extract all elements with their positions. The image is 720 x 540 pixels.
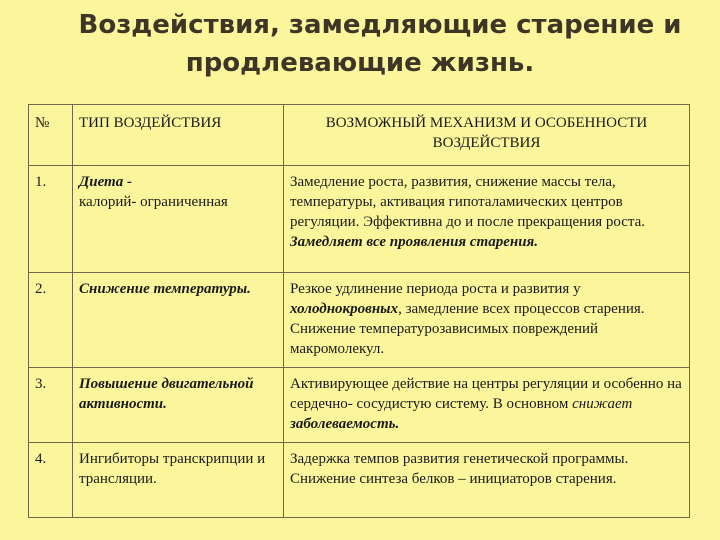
header-num: № [29, 105, 73, 166]
table-row [29, 273, 690, 368]
table-row [29, 443, 690, 518]
row-num: 1. [29, 166, 73, 273]
mechanism-text: Активирующее действие на центры регуляции и особенно на сердечно- сосудистую систему. В основном [290, 376, 682, 412]
row-mechanism [284, 368, 690, 443]
mechanism-text: Замедление роста, развития, снижение массы тела, температуры, активация гипоталамических центров регуляции. Эффективна до и после прекращения роста. [290, 174, 646, 230]
row-type-emphasis: Диета - [79, 174, 132, 190]
page-title [0, 6, 720, 82]
row-type [73, 166, 284, 273]
row-type: Повышение двигательной активности. [73, 368, 284, 443]
row-mechanism: Задержка темпов развития генетической программы. Снижение синтеза белков – инициаторов старения. [284, 443, 690, 518]
row-mechanism [284, 166, 690, 273]
row-type-rest: калорий- ограниченная [79, 194, 228, 210]
title-line-2: продлевающие жизнь. [185, 48, 535, 78]
row-num: 4. [29, 443, 73, 518]
effects-table [28, 104, 690, 518]
mechanism-text-end: , замедление всех процессов старения. Снижение температурозависимых повреждений макромолекул. [290, 301, 645, 357]
row-type: Снижение температуры. [73, 273, 284, 368]
mechanism-emphasis: холоднокровных [290, 301, 399, 317]
mechanism-text: Резкое удлинение периода роста и развития у [290, 281, 581, 297]
row-mechanism [284, 273, 690, 368]
table-row [29, 368, 690, 443]
row-num: 3. [29, 368, 73, 443]
header-type: ТИП ВОЗДЕЙСТВИЯ [73, 105, 284, 166]
row-num: 2. [29, 273, 73, 368]
table-header-row [29, 105, 690, 166]
table-row [29, 166, 690, 273]
mechanism-italic: снижает [572, 396, 633, 412]
header-mechanism: ВОЗМОЖНЫЙ МЕХАНИЗМ И ОСОБЕННОСТИ ВОЗДЕЙСТВИЯ [284, 105, 690, 166]
mechanism-emphasis: заболеваемость. [290, 416, 400, 432]
title-line-1: Воздействия, замедляющие старение и [78, 10, 682, 40]
row-type: Ингибиторы транскрипции и трансляции. [73, 443, 284, 518]
mechanism-emphasis: Замедляет все проявления старения. [290, 234, 539, 250]
